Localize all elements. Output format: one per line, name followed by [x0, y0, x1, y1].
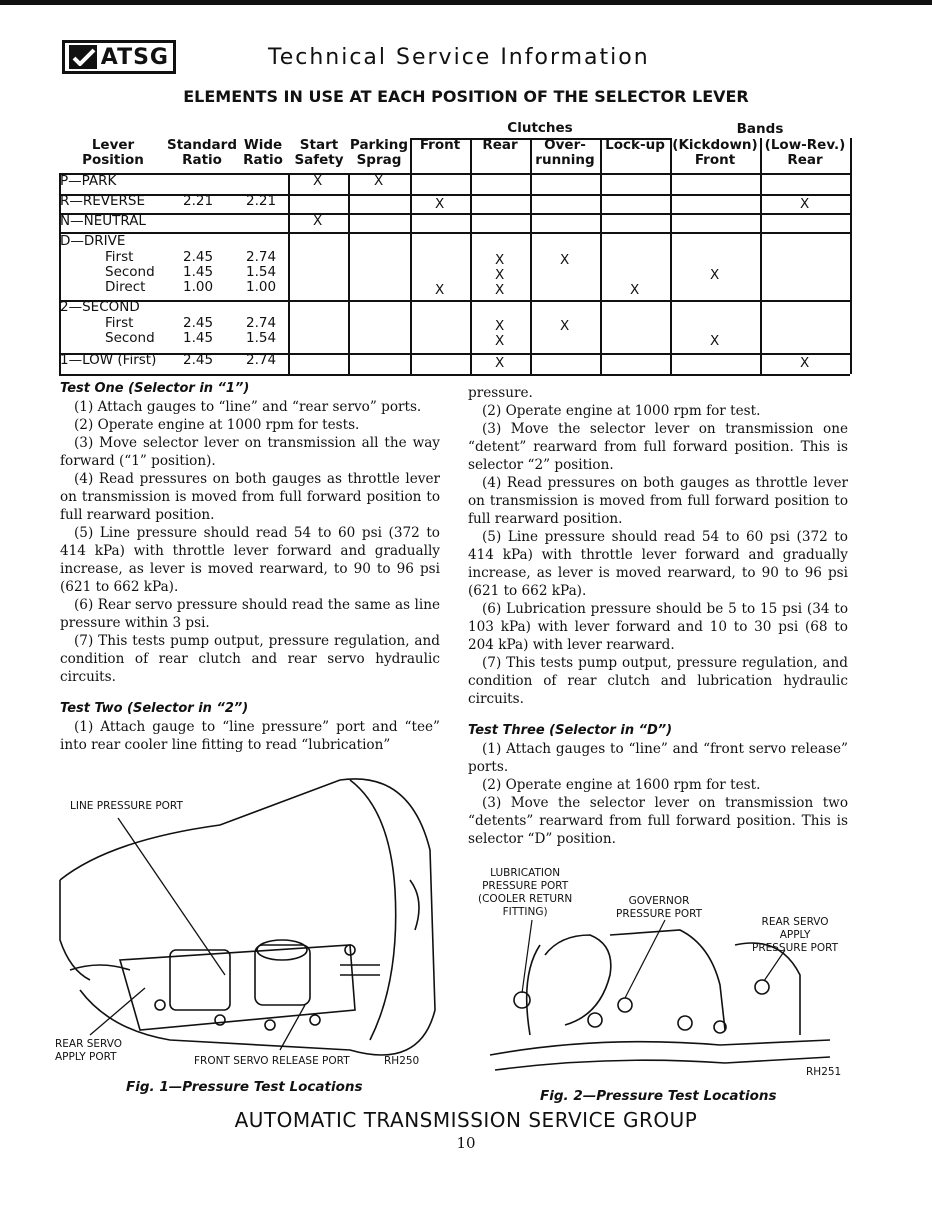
test-one-steps: [60, 398, 440, 686]
row-2-standard-ratio: 2.21: [183, 193, 214, 209]
test-two-step-1-continued: pressure.: [468, 385, 533, 401]
test-one-step-4: (4) Read pressures on both gauges as throttle lever on transmission is moved from full forward position to full rearward position.: [60, 471, 440, 523]
test-one-step-5: (5) Line pressure should read 54 to 60 psi (372 to 414 kPa) with throttle lever forward and gradually increase, as lever is moved rearward, to 90 to 96 psi (621 to 662 kPa).: [60, 525, 440, 595]
fig1-label-rear-servo-line1: REAR SERVO: [55, 1038, 123, 1050]
row-5-label: 2—SECOND: [60, 299, 140, 315]
row-4-sub-1-standard-ratio: 2.45: [183, 249, 214, 265]
row-4-sub-1-mark-5: X: [560, 252, 570, 268]
row-5-sub-1-wide-ratio: 2.74: [246, 315, 277, 331]
fig2-rear-line2: APPLY: [779, 929, 811, 941]
row-5-sub-2-mark-4: X: [495, 333, 505, 349]
table-rule-h: [59, 213, 850, 215]
fig2-label-rear-servo: [752, 916, 838, 955]
column-header-8-line2: running: [535, 152, 595, 168]
fig2-lub-line1: LUBRICATION: [490, 867, 561, 879]
row-6-mark-8: X: [800, 355, 810, 371]
row-2-wide-ratio: 2.21: [246, 193, 277, 209]
row-5-sub-1-standard-ratio: 2.45: [183, 315, 214, 331]
row-4-label: D—DRIVE: [60, 233, 126, 249]
table-rule-v: [850, 138, 852, 374]
test-three-steps: [468, 740, 848, 848]
row-5-sub-2-mark-7: X: [710, 333, 720, 349]
column-header-4-line2: Safety: [294, 152, 344, 168]
test-one-step-2: (2) Operate engine at 1000 rpm for tests.: [74, 417, 360, 433]
column-header-11-line1: (Low-Rev.): [764, 137, 846, 153]
row-4-sub-2-mark-7: X: [710, 267, 720, 283]
column-header-5-line2: Sprag: [356, 152, 402, 168]
test-one-step-7: (7) This tests pump output, pressure regulation, and condition of rear clutch and rear servo hydraulic circuits.: [60, 633, 440, 685]
bands-group-header: Bands: [736, 121, 784, 137]
row-4-sub-2-wide-ratio: 1.54: [246, 264, 277, 280]
fig2-gov-line1: GOVERNOR: [628, 895, 690, 907]
row-5-sub-1-label: First: [105, 315, 134, 331]
row-4-sub-3-mark-4: X: [495, 282, 505, 298]
fig2-label-lubrication: [478, 867, 572, 919]
test-one-heading: Test One (Selector in “1”): [60, 381, 250, 396]
row-3-label: N—NEUTRAL: [60, 213, 146, 229]
fig1-label-rear-servo: [55, 1038, 122, 1064]
table-rule-v: [600, 138, 602, 374]
row-4-sub-2-mark-4: X: [495, 267, 505, 283]
row-4-sub-1-wide-ratio: 2.74: [246, 249, 277, 265]
row-4-sub-3-standard-ratio: 1.00: [183, 279, 214, 295]
clutches-group-header: Clutches: [507, 120, 573, 136]
fig1-label-front-servo: FRONT SERVO RELEASE PORT: [194, 1055, 350, 1067]
table-rule-v: [288, 173, 290, 374]
table-rule-v: [670, 138, 672, 374]
row-6-standard-ratio: 2.45: [183, 352, 214, 368]
row-5-sub-2-label: Second: [105, 330, 155, 346]
table-rule-h: [59, 194, 850, 196]
table-rule-h: [59, 232, 850, 234]
fig1-label-line-pressure: LINE PRESSURE PORT: [70, 800, 183, 812]
column-header-1-line1: Lever: [91, 137, 135, 153]
fig2-rear-line1: REAR SERVO: [761, 916, 829, 928]
row-6-mark-4: X: [495, 355, 505, 371]
row-5-sub-1-mark-4: X: [495, 318, 505, 334]
fig2-lub-line3: (COOLER RETURN: [478, 893, 573, 905]
row-4-sub-3-label: Direct: [105, 279, 146, 295]
test-three-heading: Test Three (Selector in “D”): [468, 723, 673, 738]
row-6-wide-ratio: 2.74: [246, 352, 277, 368]
row-5-sub-2-standard-ratio: 1.45: [183, 330, 214, 346]
test-one-step-1: (1) Attach gauges to “line” and “rear servo” ports.: [74, 399, 422, 415]
test-three-step-2: (2) Operate engine at 1600 rpm for test.: [482, 777, 761, 793]
table-rule-h: [59, 173, 850, 175]
row-5-sub-2-wide-ratio: 1.54: [246, 330, 277, 346]
fig2-lub-line4: FITTING): [502, 906, 548, 918]
logo-text: ATSG: [100, 44, 169, 70]
test-two-heading: Test Two (Selector in “2”): [60, 701, 249, 716]
table-rule-v: [470, 138, 472, 374]
page-number: 10: [456, 1134, 476, 1152]
table-title: ELEMENTS IN USE AT EACH POSITION OF THE SELECTOR LEVER: [183, 87, 749, 106]
test-one-step-3: (3) Move selector lever on transmission all the way forward (“1” position).: [60, 435, 440, 469]
column-header-4-line1: Start: [299, 137, 339, 153]
row-4-sub-2-standard-ratio: 1.45: [183, 264, 214, 280]
table-rule-v: [760, 138, 762, 374]
test-two-step-4: (5) Line pressure should read 54 to 60 psi (372 to 414 kPa) with throttle lever forward and gradually increase, as lever is moved rearward, to 90 to 96 psi (621 to 662 kPa).: [468, 529, 848, 599]
fig1-caption: Fig. 1—Pressure Test Locations: [126, 1079, 363, 1095]
column-header-6-line1: Front: [419, 137, 461, 153]
selector-elements-table: [0, 0, 932, 400]
fig2-rear-line3: PRESSURE PORT: [752, 942, 839, 954]
row-4-sub-3-wide-ratio: 1.00: [246, 279, 277, 295]
row-6-label: 1—LOW (First): [60, 352, 157, 368]
table-rule-v: [530, 138, 532, 374]
footer-org: AUTOMATIC TRANSMISSION SERVICE GROUP: [234, 1108, 698, 1132]
test-two-step-5: (6) Lubrication pressure should be 5 to 15 psi (34 to 103 kPa) with lever forward and 10 to 30 psi (68 to 204 kPa) with lever rearward.: [468, 601, 848, 653]
fig2-label-governor: [616, 895, 702, 921]
test-two-step-2: (3) Move the selector lever on transmission one “detent” rearward from full forward position. This is selector “2” position.: [468, 421, 848, 473]
fig2-gov-line2: PRESSURE PORT: [616, 908, 703, 920]
row-2-label: R—REVERSE: [60, 193, 146, 209]
column-header-3-line1: Wide: [243, 137, 283, 153]
fig1-code: RH250: [384, 1055, 420, 1067]
row-1-mark-2: X: [374, 173, 384, 189]
column-header-5-line1: Parking: [349, 137, 409, 153]
fig2-code: RH251: [806, 1066, 842, 1078]
column-header-10-line1: (Kickdown): [672, 137, 758, 153]
column-header-8-line1: Over-: [544, 137, 586, 153]
test-one-step-6: (6) Rear servo pressure should read the same as line pressure within 3 psi.: [60, 597, 440, 631]
column-header-7-line1: Rear: [482, 137, 518, 153]
test-two-step-1: (2) Operate engine at 1000 rpm for test.: [482, 403, 761, 419]
column-header-1-line2: Position: [82, 152, 144, 168]
table-rule-v: [348, 173, 350, 374]
fig1-label-rear-servo-line2: APPLY PORT: [55, 1051, 117, 1063]
header-title: Technical Service Information: [268, 45, 650, 70]
column-header-3-line2: Ratio: [243, 152, 283, 168]
table-rule-h: [59, 300, 850, 302]
column-header-9-line1: Lock-up: [605, 137, 665, 153]
row-4-sub-2-label: Second: [105, 264, 155, 280]
test-three-step-3: (3) Move the selector lever on transmission two “detents” rearward from full forward position. This is selector “D” position.: [468, 795, 848, 847]
row-4-sub-1-mark-4: X: [495, 252, 505, 268]
column-header-2-line2: Ratio: [182, 152, 222, 168]
row-4-sub-1-label: First: [105, 249, 134, 265]
test-two-step-6: (7) This tests pump output, pressure regulation, and condition of rear clutch and lubrication hydraulic circuits.: [468, 655, 848, 707]
fig1-transmission-drawing: [50, 770, 440, 1070]
column-header-10-line2: Front: [694, 152, 736, 168]
row-4-sub-3-mark-6: X: [630, 282, 640, 298]
table-rule-v: [410, 138, 412, 374]
row-5-sub-1-mark-5: X: [560, 318, 570, 334]
row-1-mark-1: X: [313, 173, 323, 189]
row-4-sub-3-mark-3: X: [435, 282, 445, 298]
fig2-lub-line2: PRESSURE PORT: [482, 880, 569, 892]
row-2-mark-8: X: [800, 196, 810, 212]
column-header-11-line2: Rear: [787, 152, 823, 168]
row-3-mark-1: X: [313, 213, 323, 229]
table-rule-h: [59, 353, 850, 355]
row-2-mark-3: X: [435, 196, 445, 212]
left-column: [60, 380, 440, 754]
test-two-step-1: (1) Attach gauge to “line pressure” port and “tee” into rear cooler line fitting to read “lubrication”: [60, 719, 440, 753]
table-rule-h: [59, 374, 850, 376]
test-three-step-1: (1) Attach gauges to “line” and “front servo release” ports.: [468, 741, 848, 775]
right-column: [468, 384, 848, 848]
column-header-2-line1: Standard: [167, 137, 237, 153]
test-two-steps: [468, 402, 848, 708]
fig2-caption: Fig. 2—Pressure Test Locations: [540, 1088, 777, 1104]
row-1-label: P—PARK: [60, 173, 117, 189]
test-two-step-3: (4) Read pressures on both gauges as throttle lever on transmission is moved from full forward position to full rearward position.: [468, 475, 848, 527]
